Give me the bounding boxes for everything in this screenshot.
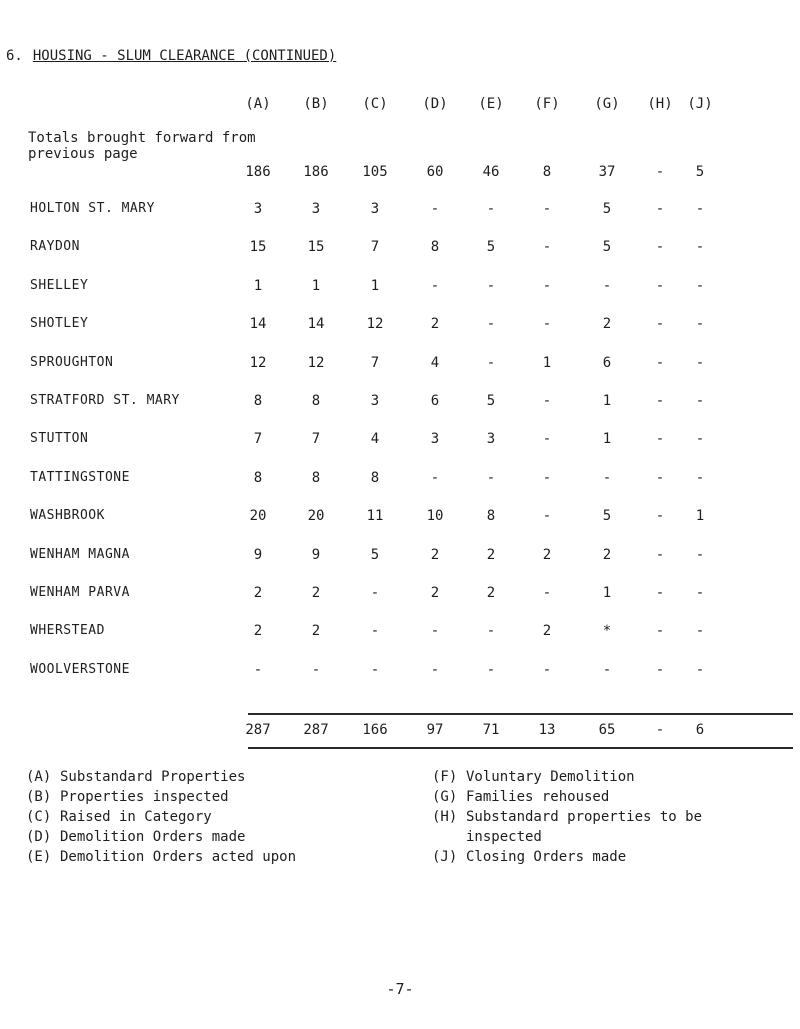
table-cell: -	[695, 239, 705, 255]
legend-text: Demolition Orders made	[60, 829, 246, 845]
brought-forward-cell: 186	[303, 164, 329, 180]
legend-key: (B)	[26, 789, 52, 805]
table-cell: 1	[602, 393, 612, 409]
table-cell: 2	[430, 585, 440, 601]
section-number: 6.	[6, 48, 23, 64]
table-cell: 11	[366, 508, 384, 524]
total-cell: 287	[245, 722, 271, 738]
table-cell: -	[695, 547, 705, 563]
table-cell: -	[695, 355, 705, 371]
legend-text-continued: inspected	[466, 829, 542, 845]
table-cell: 7	[370, 355, 380, 371]
table-cell: -	[542, 662, 552, 678]
legend-key: (H)	[432, 809, 458, 825]
total-cell: 71	[482, 722, 500, 738]
table-cell: -	[430, 470, 440, 486]
table-cell: -	[602, 662, 612, 678]
table-cell: 6	[602, 355, 612, 371]
legend-text: Closing Orders made	[466, 849, 627, 865]
table-cell: 2	[486, 585, 496, 601]
table-cell: -	[655, 355, 665, 371]
table-cell: 1	[253, 278, 263, 294]
table-cell: 8	[311, 470, 321, 486]
table-cell: -	[542, 316, 552, 332]
legend-item	[26, 847, 297, 867]
table-cell: -	[655, 662, 665, 678]
table-cell: 5	[370, 547, 380, 563]
table-cell: 12	[249, 355, 267, 371]
legend-key: (J)	[432, 849, 458, 865]
legend-key: (E)	[26, 849, 52, 865]
table-cell: -	[542, 585, 552, 601]
legend-item	[26, 767, 296, 787]
table-cell: -	[486, 201, 496, 217]
table-cell: -	[542, 470, 552, 486]
column-header: (C)	[362, 96, 388, 112]
table-cell: 8	[430, 239, 440, 255]
table-cell: -	[430, 278, 440, 294]
row-label: WENHAM MAGNA	[30, 547, 130, 562]
legend-text: Raised in Category	[60, 809, 212, 825]
total-cell: 287	[303, 722, 329, 738]
table-cell: 3	[253, 201, 263, 217]
table-cell: -	[695, 662, 705, 678]
legend-key: (A)	[26, 769, 52, 785]
table-cell: 1	[695, 508, 705, 524]
table-cell: 2	[486, 547, 496, 563]
table-cell: 4	[430, 355, 440, 371]
table-cell: -	[311, 662, 321, 678]
table-cell: 2	[430, 547, 440, 563]
table-cell: -	[370, 623, 380, 639]
table-cell: -	[486, 662, 496, 678]
column-header: (A)	[245, 96, 271, 112]
table-cell: 9	[253, 547, 263, 563]
table-cell: -	[695, 431, 705, 447]
table-cell: 7	[311, 431, 321, 447]
legend-item	[26, 807, 296, 827]
table-cell: -	[695, 393, 705, 409]
page-number: -7-	[386, 980, 414, 998]
table-cell: -	[370, 585, 380, 601]
table-cell: -	[655, 201, 665, 217]
table-cell: -	[695, 470, 705, 486]
brought-forward-cell: 8	[542, 164, 552, 180]
legend-right	[432, 767, 703, 867]
column-header: (E)	[478, 96, 504, 112]
table-cell: 2	[542, 547, 552, 563]
row-label: WOOLVERSTONE	[30, 662, 130, 677]
column-header: (F)	[534, 96, 560, 112]
table-cell: -	[655, 316, 665, 332]
table-cell: *	[602, 623, 612, 639]
table-cell: 7	[253, 431, 263, 447]
section-heading	[6, 48, 336, 64]
table-cell: -	[486, 470, 496, 486]
brought-forward-label	[28, 130, 256, 162]
table-cell: -	[542, 278, 552, 294]
legend-key: (C)	[26, 809, 52, 825]
legend-key: (D)	[26, 829, 52, 845]
table-cell: 4	[370, 431, 380, 447]
table-cell: 3	[370, 393, 380, 409]
table-cell: 5	[602, 508, 612, 524]
brought-forward-cell: 37	[598, 164, 616, 180]
table-cell: -	[655, 393, 665, 409]
brought-forward-cell: 186	[245, 164, 271, 180]
table-cell: 5	[602, 201, 612, 217]
table-cell: 2	[311, 585, 321, 601]
row-label: SHOTLEY	[30, 316, 89, 331]
table-cell: 1	[602, 585, 612, 601]
row-label: HOLTON ST. MARY	[30, 201, 155, 216]
legend-text: Properties inspected	[60, 789, 229, 805]
table-cell: -	[655, 547, 665, 563]
table-cell: 5	[486, 393, 496, 409]
legend-key: (G)	[432, 789, 458, 805]
brought-forward-cell: 60	[426, 164, 444, 180]
table-cell: -	[655, 278, 665, 294]
legend-key: (F)	[432, 769, 458, 785]
total-cell: 13	[538, 722, 556, 738]
legend-item	[26, 827, 296, 847]
row-label: STUTTON	[30, 431, 89, 446]
table-cell: -	[430, 662, 440, 678]
table-cell: 12	[366, 316, 384, 332]
total-cell: 6	[695, 722, 705, 738]
table-cell: 1	[311, 278, 321, 294]
table-cell: 2	[542, 623, 552, 639]
legend-left	[26, 767, 297, 867]
legend-item	[432, 847, 702, 867]
table-cell: -	[430, 201, 440, 217]
table-cell: -	[655, 508, 665, 524]
row-label: WENHAM PARVA	[30, 585, 130, 600]
table-cell: -	[695, 585, 705, 601]
table-cell: -	[695, 623, 705, 639]
section-title: HOUSING - SLUM CLEARANCE (CONTINUED)	[32, 48, 337, 64]
brought-forward-cell: 5	[695, 164, 705, 180]
table-cell: -	[486, 623, 496, 639]
brought-forward-cell: 46	[482, 164, 500, 180]
table-cell: -	[542, 431, 552, 447]
brought-forward-label-line1: Totals brought forward from	[28, 130, 256, 146]
table-cell: 3	[486, 431, 496, 447]
row-label: SHELLEY	[30, 278, 89, 293]
legend-text: Demolition Orders acted upon	[60, 849, 297, 865]
table-cell: -	[695, 201, 705, 217]
column-header: (H)	[647, 96, 673, 112]
table-cell: 20	[307, 508, 325, 524]
table-cell: -	[655, 239, 665, 255]
table-cell: 20	[249, 508, 267, 524]
table-cell: 8	[486, 508, 496, 524]
table-cell: 1	[542, 355, 552, 371]
table-cell: -	[542, 508, 552, 524]
total-cell: 166	[362, 722, 388, 738]
row-label: WASHBROOK	[30, 508, 105, 523]
table-cell: 7	[370, 239, 380, 255]
table-cell: -	[602, 278, 612, 294]
table-cell: 2	[602, 547, 612, 563]
totals-bottom-rule	[248, 747, 793, 749]
table-cell: 1	[602, 431, 612, 447]
table-cell: 15	[249, 239, 267, 255]
table-cell: -	[695, 316, 705, 332]
table-cell: 2	[430, 316, 440, 332]
brought-forward-label-line2: previous page	[28, 146, 138, 162]
table-cell: -	[602, 470, 612, 486]
totals-top-rule	[248, 713, 793, 715]
legend-item	[26, 787, 296, 807]
table-cell: 8	[311, 393, 321, 409]
table-cell: 5	[602, 239, 612, 255]
table-cell: 2	[253, 585, 263, 601]
table-cell: 8	[253, 470, 263, 486]
table-cell: 1	[370, 278, 380, 294]
table-cell: 12	[307, 355, 325, 371]
row-label: TATTINGSTONE	[30, 470, 130, 485]
table-cell: -	[655, 470, 665, 486]
table-cell: -	[542, 201, 552, 217]
table-cell: -	[655, 623, 665, 639]
table-cell: 2	[311, 623, 321, 639]
total-cell: -	[655, 722, 665, 738]
table-cell: -	[486, 278, 496, 294]
column-header: (D)	[422, 96, 448, 112]
table-cell: 2	[602, 316, 612, 332]
table-cell: 9	[311, 547, 321, 563]
total-cell: 65	[598, 722, 616, 738]
row-label: WHERSTEAD	[30, 623, 105, 638]
column-header: (J)	[687, 96, 713, 112]
legend-text: Substandard Properties	[60, 769, 246, 785]
table-cell: -	[430, 623, 440, 639]
table-cell: -	[655, 431, 665, 447]
column-header: (G)	[594, 96, 620, 112]
total-cell: 97	[426, 722, 444, 738]
brought-forward-cell: 105	[362, 164, 388, 180]
table-cell: 3	[311, 201, 321, 217]
row-label: RAYDON	[30, 239, 80, 254]
table-cell: 10	[426, 508, 444, 524]
table-cell: -	[253, 662, 263, 678]
brought-forward-cell: -	[655, 164, 665, 180]
legend-item	[432, 787, 702, 807]
table-cell: 5	[486, 239, 496, 255]
legend-item	[432, 767, 702, 787]
table-cell: -	[486, 316, 496, 332]
table-cell: 14	[307, 316, 325, 332]
table-cell: 2	[253, 623, 263, 639]
legend-text: Families rehoused	[466, 789, 610, 805]
table-cell: 8	[253, 393, 263, 409]
table-cell: 3	[370, 201, 380, 217]
legend-text: Substandard properties to be	[466, 809, 703, 825]
row-label: STRATFORD ST. MARY	[30, 393, 180, 408]
column-header: (B)	[303, 96, 329, 112]
table-cell: 8	[370, 470, 380, 486]
table-cell: -	[695, 278, 705, 294]
row-label: SPROUGHTON	[30, 355, 114, 370]
table-cell: -	[486, 355, 496, 371]
table-cell: 6	[430, 393, 440, 409]
table-cell: 15	[307, 239, 325, 255]
table-cell: -	[542, 393, 552, 409]
table-cell: 14	[249, 316, 267, 332]
legend-item	[432, 807, 703, 827]
table-cell: -	[542, 239, 552, 255]
table-cell: 3	[430, 431, 440, 447]
legend-text: Voluntary Demolition	[466, 769, 635, 785]
table-cell: -	[655, 585, 665, 601]
table-cell: -	[370, 662, 380, 678]
